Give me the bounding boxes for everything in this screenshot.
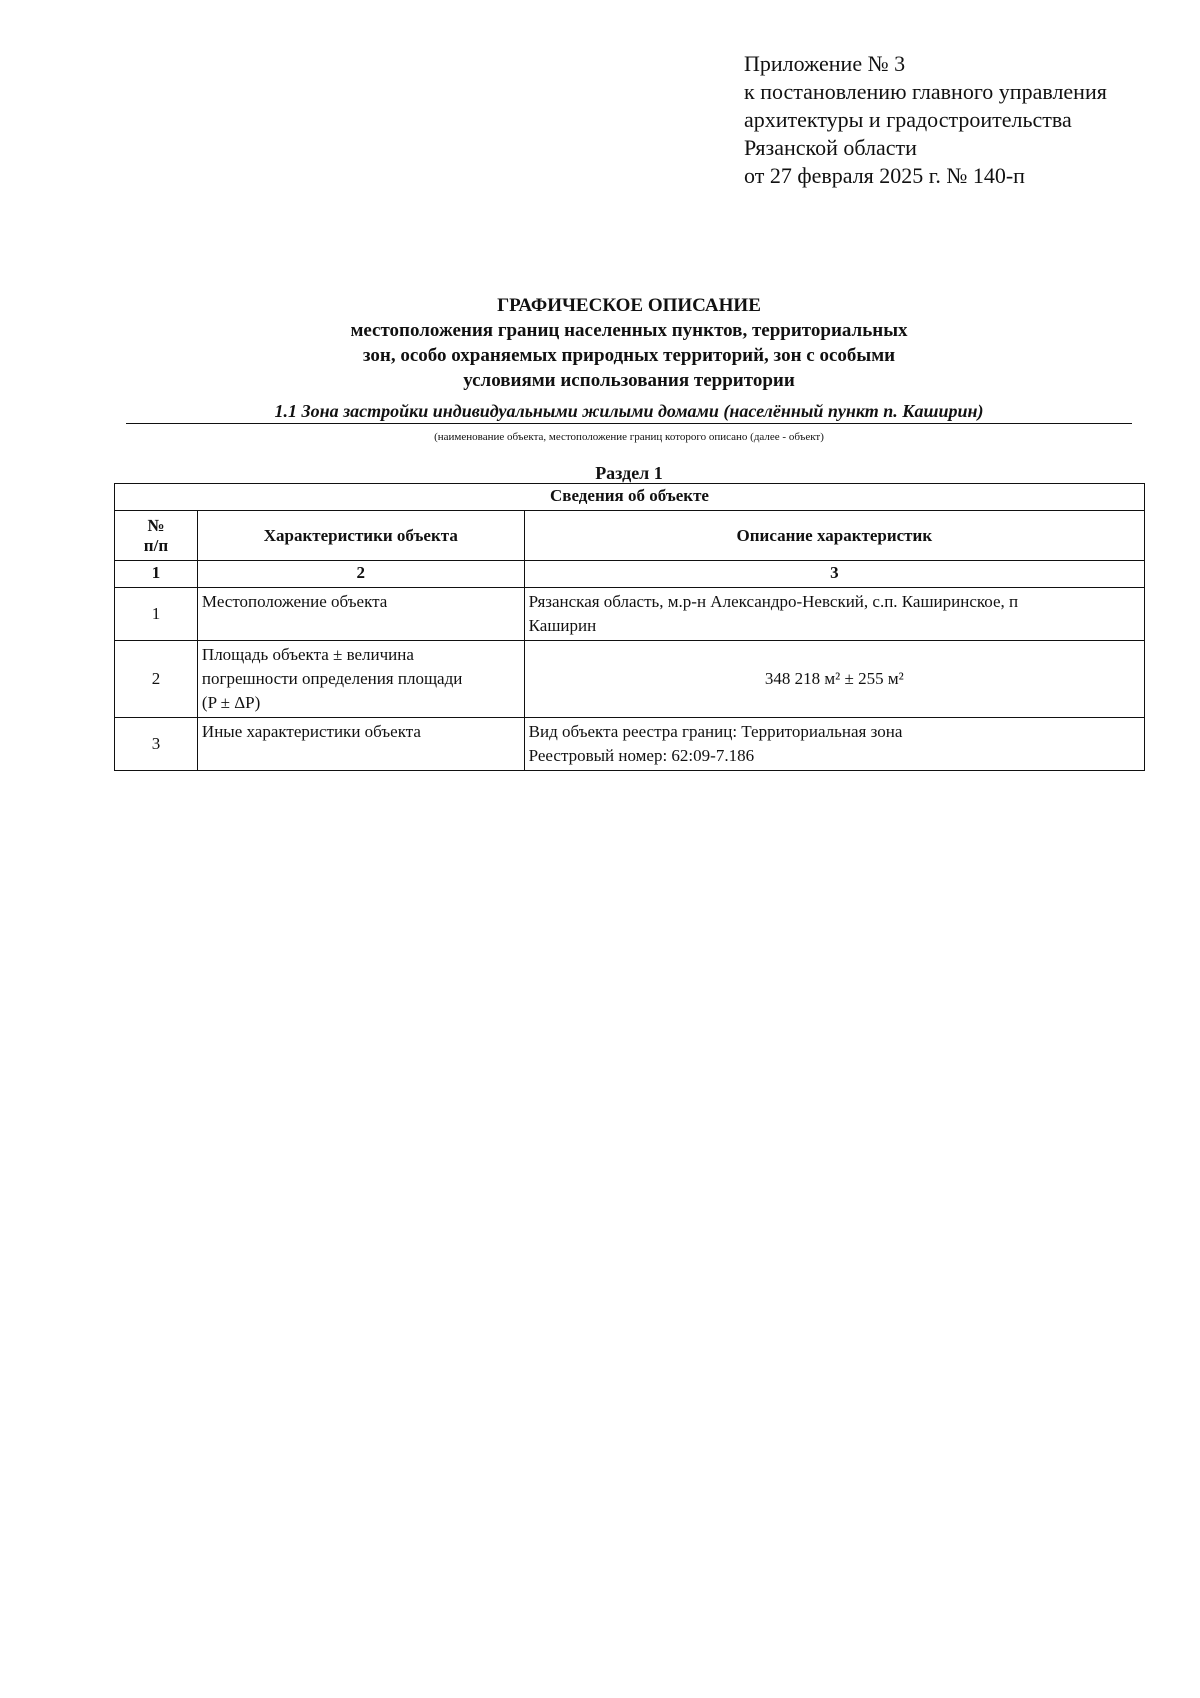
document-subtitle-line: условиями использования территории [463,370,795,391]
object-name: 1.1 Зона застройки индивидуальными жилыми домами (населённый пункт п. Каширин) [126,400,1132,424]
table-row [115,718,1145,771]
table-row [115,588,1145,641]
row-number: 1 [115,588,198,641]
row-description [524,718,1144,771]
description-line: Каширин [528,616,597,635]
header-description: Описание характеристик [524,511,1144,561]
description-line: Рязанская область, м.р-н Александро-Невский, с.п. Каширинское, п [528,592,1019,611]
description-line: Вид объекта реестра границ: Территориальная зона [528,722,903,741]
row-characteristic: Местоположение объекта [197,588,524,641]
characteristic-line: Площадь объекта ± величина [201,645,414,664]
header-num-line: № [147,515,165,535]
object-info-table [114,483,1145,771]
document-subtitle-line: местоположения границ населенных пунктов, территориальных [350,320,908,341]
column-number-row [115,561,1145,588]
section-title: Раздел 1 [595,463,663,483]
header-num [115,511,198,561]
column-number: 1 [115,561,198,588]
appendix-line: архитектуры и градостроительства [744,107,1072,132]
appendix-line: Рязанской области [744,135,917,160]
table-header-row [115,511,1145,561]
characteristic-line: погрешности определения площади [201,669,463,688]
appendix-line: Приложение № 3 [744,51,906,76]
object-caption: (наименование объекта, местоположение границ которого описано (далее - объект) [434,431,824,443]
row-number: 3 [115,718,198,771]
appendix-block [744,50,1107,190]
description-line: Реестровый номер: 62:09-7.186 [528,746,755,765]
table-title: Сведения об объекте [115,484,1145,511]
row-characteristic: Иные характеристики объекта [197,718,524,771]
header-characteristic: Характеристики объекта [197,511,524,561]
characteristic-line: (P ± ΔP) [201,693,261,712]
appendix-line: от 27 февраля 2025 г. № 140-п [744,163,1025,188]
document-subtitle-line: зон, особо охраняемых природных территорий, зон с особыми [362,345,896,366]
table-row [115,641,1145,718]
column-number: 3 [524,561,1144,588]
document-title: ГРАФИЧЕСКОЕ ОПИСАНИЕ [497,295,761,316]
column-number: 2 [197,561,524,588]
row-characteristic [197,641,524,718]
table-title-row [115,484,1145,511]
appendix-line: к постановлению главного управления [744,79,1107,104]
row-description: 348 218 м² ± 255 м² [524,641,1144,718]
row-description [524,588,1144,641]
title-block [126,294,1132,393]
row-number: 2 [115,641,198,718]
header-num-line: п/п [143,535,169,555]
